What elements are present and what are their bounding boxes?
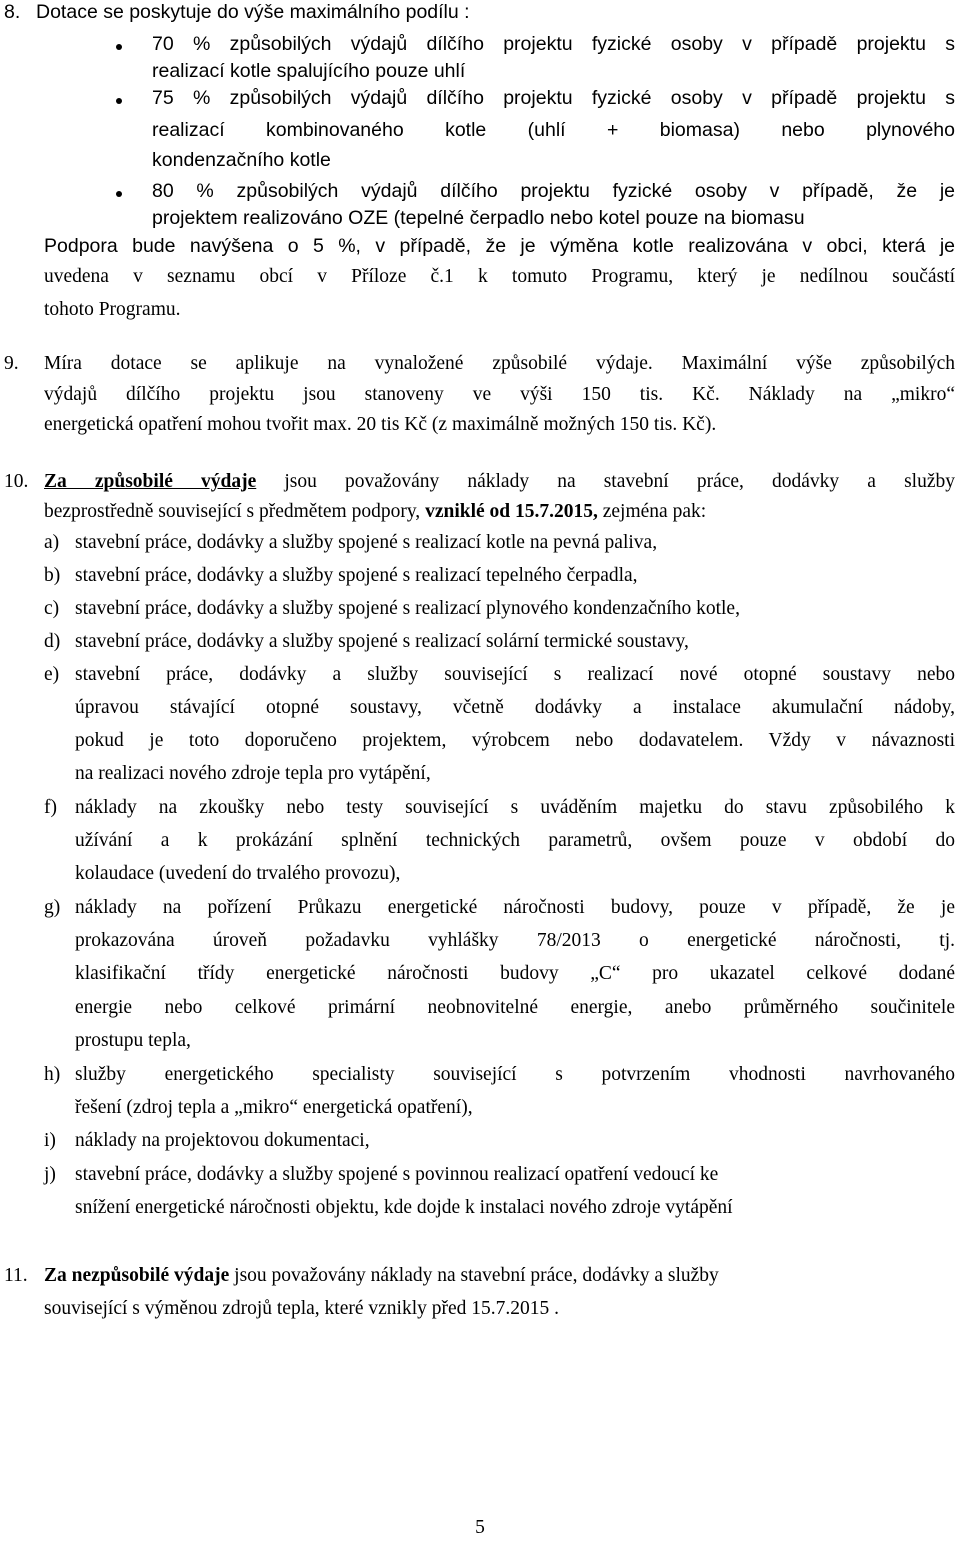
bullet-1-line-1: 70 % způsobilých výdajů dílčího projektu fyzické osoby v případě projektu s: [152, 33, 955, 55]
item-a-line-1: stavební práce, dodávky a služby spojené s realizací kotle na pevná paliva,: [75, 532, 658, 553]
section-11-heading: Za nezpůsobilé výdaje: [44, 1265, 230, 1286]
item-f-label: f): [44, 797, 57, 818]
section-8-number: 8.: [4, 1, 21, 23]
item-c-label: c): [44, 598, 60, 619]
bullet-icon: [116, 98, 122, 104]
bullet-icon: [116, 191, 122, 197]
section-10-line-1: Za způsobilé výdaje jsou považovány náklady na stavební práce, dodávky a služby: [44, 471, 955, 492]
section-10-date: vzniklé od 15.7.2015,: [425, 501, 598, 522]
item-g-label: g): [44, 897, 61, 918]
item-d-line-1: stavební práce, dodávky a služby spojené s realizací solární termické soustavy,: [75, 631, 689, 652]
item-g-line-4: energie nebo celkové primární neobnovitelné energie, anebo průměrného součinitele: [75, 997, 955, 1018]
item-f-line-3: kolaudace (uvedení do trvalého provozu),: [75, 863, 401, 884]
section-10-heading: Za způsobilé výdaje: [44, 471, 257, 492]
item-h-line-2: řešení (zdroj tepla a „mikro“ energetická opatření),: [75, 1097, 473, 1118]
bullet-2-line-3: kondenzačního kotle: [152, 149, 331, 171]
item-g-line-2: prokazována úroveň požadavku vyhlášky 78/2013 o energetické náročnosti, tj.: [75, 930, 955, 951]
section-9-line-3: energetická opatření mohou tvořit max. 20 tis Kč (z maximálně možných 150 tis. Kč).: [44, 414, 717, 435]
item-b-line-1: stavební práce, dodávky a služby spojené s realizací tepelného čerpadla,: [75, 565, 638, 586]
section-10-number: 10.: [4, 471, 29, 492]
bullet-3-line-2: projektem realizováno OZE (tepelné čerpadlo nebo kotel pouze na biomasu: [152, 207, 805, 229]
bullet-2-line-1: 75 % způsobilých výdajů dílčího projektu fyzické osoby v případě projektu s: [152, 87, 955, 109]
section-9-line-2: výdajů dílčího projektu jsou stanoveny ve výši 150 tis. Kč. Náklady na „mikro“: [44, 384, 955, 405]
item-f-line-1: náklady na zkoušky nebo testy související s uváděním majetku do stavu způsobilého k: [75, 797, 955, 818]
page-number: 5: [475, 1517, 485, 1538]
item-e-line-2: úpravou stávající otopné soustavy, včetně dodávky a instalace akumulační nádoby,: [75, 697, 955, 718]
support-line-2: uvedena v seznamu obcí v Příloze č.1 k tomuto Programu, který je nedílnou součástí: [44, 266, 955, 287]
bullet-2-line-2: realizací kombinovaného kotle (uhlí + biomasa) nebo plynového: [152, 119, 955, 141]
item-j-label: j): [44, 1164, 56, 1185]
bullet-icon: [116, 44, 122, 50]
bullet-1-line-2: realizací kotle spalujícího pouze uhlí: [152, 60, 466, 82]
item-c-line-1: stavební práce, dodávky a služby spojené s realizací plynového kondenzačního kotle,: [75, 598, 740, 619]
item-g-line-5: prostupu tepla,: [75, 1030, 191, 1051]
item-h-line-1: služby energetického specialisty související s potvrzením vhodnosti navrhovaného: [75, 1064, 955, 1085]
item-i-line-1: náklady na projektovou dokumentaci,: [75, 1130, 370, 1151]
section-10-line-2: bezprostředně související s předmětem podpory, vzniklé od 15.7.2015, zejména pak:: [44, 501, 707, 522]
section-11-line-2: související s výměnou zdrojů tepla, které vznikly před 15.7.2015 .: [44, 1298, 560, 1319]
item-e-line-1: stavební práce, dodávky a služby související s realizací nové otopné soustavy nebo: [75, 664, 955, 685]
item-h-label: h): [44, 1064, 61, 1085]
section-11-number: 11.: [4, 1265, 28, 1286]
item-g-line-3: klasifikační třídy energetické náročnosti budovy „C“ pro ukazatel celkové dodané: [75, 963, 955, 984]
item-f-line-2: užívání a k prokázání splnění technických parametrů, ovšem pouze v období do: [75, 830, 955, 851]
section-9-number: 9.: [4, 353, 19, 374]
item-j-line-1: stavební práce, dodávky a služby spojené s povinnou realizací opatření vedoucí ke: [75, 1164, 719, 1185]
support-line-1: Podpora bude navýšena o 5 %, v případě, že je výměna kotle realizována v obci, která je: [44, 235, 955, 257]
item-b-label: b): [44, 565, 61, 586]
item-a-label: a): [44, 532, 60, 553]
item-j-line-2: snížení energetické náročnosti objektu, kde dojde k instalaci nového zdroje vytápění: [75, 1197, 733, 1218]
bullet-3-line-1: 80 % způsobilých výdajů dílčího projektu fyzické osoby v případě, že je: [152, 180, 955, 202]
item-e-label: e): [44, 664, 60, 685]
section-8-intro: Dotace se poskytuje do výše maximálního podílu :: [36, 1, 470, 23]
item-g-line-1: náklady na pořízení Průkazu energetické náročnosti budovy, pouze v případě, že je: [75, 897, 955, 918]
section-9-line-1: Míra dotace se aplikuje na vynaložené způsobilé výdaje. Maximální výše způsobilých: [44, 353, 955, 374]
item-e-line-4: na realizaci nového zdroje tepla pro vytápění,: [75, 763, 431, 784]
item-d-label: d): [44, 631, 61, 652]
support-line-3: tohoto Programu.: [44, 299, 181, 320]
item-i-label: i): [44, 1130, 56, 1151]
item-e-line-3: pokud je toto doporučeno projektem, výrobcem nebo dodavatelem. Vždy v návaznosti: [75, 730, 955, 751]
section-11-line-1: Za nezpůsobilé výdaje jsou považovány náklady na stavební práce, dodávky a služby: [44, 1265, 719, 1286]
